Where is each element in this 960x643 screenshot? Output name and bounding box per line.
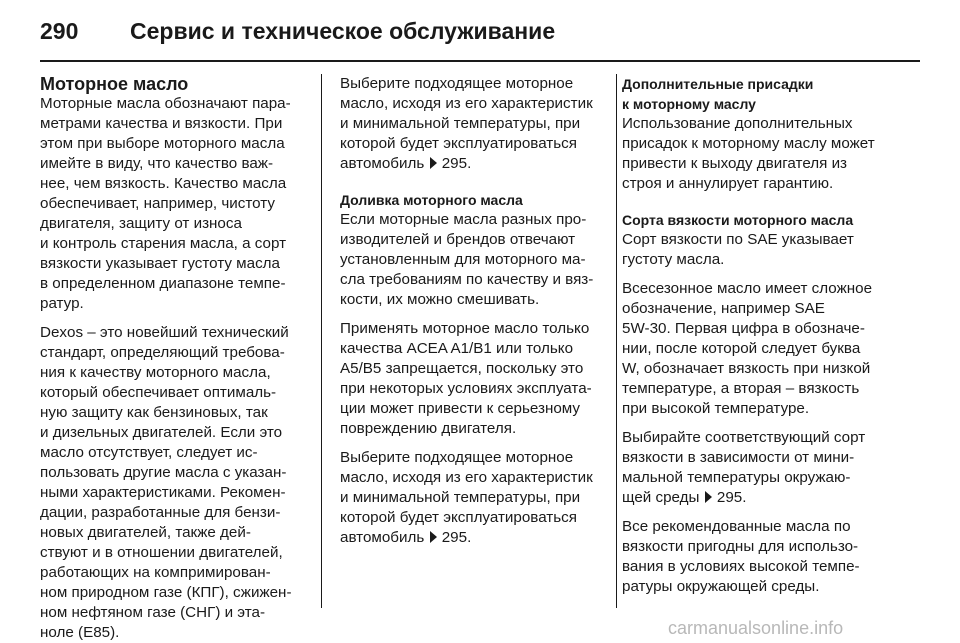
- paragraph-oil-quality: [40, 94, 312, 314]
- text-line: 5W-30. Первая цифра в обозначе-: [622, 320, 865, 337]
- text-line: изводителей и брендов отвечают: [340, 231, 576, 248]
- text-line: кости, их можно смешивать.: [340, 291, 540, 308]
- text-line: Dexos – это новейший технический: [40, 324, 289, 341]
- text-line: A5/B5 запрещается, поскольку это: [340, 360, 584, 377]
- text-line: ноле (E85).: [40, 624, 120, 641]
- watermark: carmanualsonline.info: [668, 618, 844, 638]
- text-line: ратур.: [40, 295, 84, 312]
- text-line: обеспечивает, например, чистоту: [40, 195, 275, 212]
- text-line: строя и аннулирует гарантию.: [622, 175, 834, 192]
- text-line: и минимальной температуры, при: [340, 115, 581, 132]
- text-line: мальной температуры окружаю-: [622, 469, 851, 486]
- page-ref-arrow-icon: [430, 531, 437, 543]
- section-title: Сервис и техническое обслуживание: [130, 18, 556, 44]
- header-rule: [40, 60, 920, 62]
- paragraph-multigrade: [622, 279, 906, 419]
- heading-engine-oil: Моторное масло: [40, 74, 189, 94]
- text-line: ными характеристиками. Рекомен-: [40, 484, 286, 501]
- text-line: и дизельных двигателей. Если это: [40, 424, 283, 441]
- text-line: вязкости в зависимости от мини-: [622, 449, 855, 466]
- page-ref-link[interactable]: 295.: [441, 155, 472, 172]
- heading-additives-line-1: Дополнительные присадки: [622, 76, 814, 92]
- page-ref-link[interactable]: 295.: [716, 489, 747, 506]
- page-ref-arrow-icon: [705, 491, 712, 503]
- text-line: Моторные масла обозначают пара-: [40, 95, 291, 112]
- column-divider-2: [616, 74, 617, 608]
- text-line: ствуют и в отношении двигателей,: [40, 544, 283, 561]
- text-line: ния к качеству моторного масла,: [40, 364, 271, 381]
- text-line: которой будет эксплуатироваться: [340, 135, 577, 152]
- heading-additives: [622, 74, 906, 114]
- text-line: дации, разработанные для бензи-: [40, 504, 281, 521]
- text-line: привести к выходу двигателя из: [622, 155, 848, 172]
- text-line: ции может привести к серьезному: [340, 400, 581, 417]
- text-line: качества ACEA A1/B1 или только: [340, 340, 574, 357]
- text-line: при высокой температуре.: [622, 400, 810, 417]
- text-line: работающих на компримирован-: [40, 564, 271, 581]
- column-divider-1: [321, 74, 322, 608]
- text-line: пользовать другие масла с указан-: [40, 464, 287, 481]
- paragraph-acea: [340, 319, 604, 439]
- text-line: в определенном диапазоне темпе-: [40, 275, 286, 292]
- text-line: вязкости пригодны для использо-: [622, 538, 859, 555]
- text-vehicle: автомобиль: [340, 529, 425, 546]
- text-line: который обеспечивает оптималь-: [40, 384, 277, 401]
- text-line: масло, исходя из его характеристик: [340, 95, 593, 112]
- column-3: [622, 74, 906, 597]
- paragraph-sae: [622, 230, 906, 270]
- text-line: сла требованиям по качеству и вяз-: [340, 271, 594, 288]
- text-line: Выбирайте соответствующий сорт: [622, 429, 866, 446]
- paragraph-choose-oil-2: [340, 448, 604, 548]
- text-line: Если моторные масла разных про-: [340, 211, 587, 228]
- text-line: стандарт, определяющий требова-: [40, 344, 285, 361]
- paragraph-choose-grade: [622, 428, 906, 508]
- column-2: [340, 74, 604, 548]
- text-line: ном нефтяном газе (СНГ) и эта-: [40, 604, 266, 621]
- text-line: температуре, а вторая – вязкость: [622, 380, 860, 397]
- column-1: [40, 74, 312, 643]
- text-line: присадок к моторному маслу может: [622, 135, 875, 152]
- text-line: нее, чем вязкость. Качество масла: [40, 175, 287, 192]
- page-ref-link[interactable]: 295.: [441, 529, 472, 546]
- text-environment: щей среды: [622, 489, 700, 506]
- paragraph-additives: [622, 114, 906, 194]
- text-line: Все рекомендованные масла по: [622, 518, 851, 535]
- text-line: установленным для моторного ма-: [340, 251, 586, 268]
- text-line: вязкости указывает густоту масла: [40, 255, 280, 272]
- text-line: W, обозначает вязкость при низкой: [622, 360, 871, 377]
- paragraph-dexos: [40, 323, 312, 643]
- text-line: Сорт вязкости по SAE указывает: [622, 231, 854, 248]
- page-header: [40, 18, 920, 46]
- text-line: вания в условиях высокой темпе-: [622, 558, 860, 575]
- text-line: повреждению двигателя.: [340, 420, 517, 437]
- text-line: которой будет эксплуатироваться: [340, 509, 577, 526]
- text-line: обозначение, например SAE: [622, 300, 825, 317]
- text-line: и минимальной температуры, при: [340, 489, 581, 506]
- paragraph-choose-oil-1: [340, 74, 604, 174]
- page-number: 290: [40, 18, 79, 44]
- text-vehicle: автомобиль: [340, 155, 425, 172]
- page-ref-arrow-icon: [430, 157, 437, 169]
- heading-additives-line-2: к моторному маслу: [622, 96, 756, 112]
- paragraph-mixing-oils: [340, 210, 604, 310]
- text-line: Выберите подходящее моторное: [340, 449, 574, 466]
- text-line: Выберите подходящее моторное: [340, 75, 574, 92]
- text-line: новых двигателей, также дей-: [40, 524, 251, 541]
- text-line: Всесезонное масло имеет сложное: [622, 280, 873, 297]
- text-line: метрами качества и вязкости. При: [40, 115, 283, 132]
- text-line: ную защиту как бензиновых, так: [40, 404, 268, 421]
- text-line: Применять моторное масло только: [340, 320, 590, 337]
- text-line: при некоторых условиях эксплуата-: [340, 380, 592, 397]
- text-line: имейте в виду, что качество важ-: [40, 155, 274, 172]
- text-line: и контроль старения масла, а сорт: [40, 235, 287, 252]
- heading-topping-up: Доливка моторного масла: [340, 192, 523, 208]
- paragraph-recommended-oils: [622, 517, 906, 597]
- text-line: нии, после которой следует буква: [622, 340, 861, 357]
- text-line: двигателя, защиту от износа: [40, 215, 242, 232]
- text-line: ном природном газе (КПГ), сжижен-: [40, 584, 292, 601]
- text-line: масло отсутствует, следует ис-: [40, 444, 258, 461]
- text-line: этом при выборе моторного масла: [40, 135, 285, 152]
- text-line: масло, исходя из его характеристик: [340, 469, 593, 486]
- heading-viscosity-grades: Сорта вязкости моторного масла: [622, 212, 854, 228]
- text-line: ратуры окружающей среды.: [622, 578, 820, 595]
- text-line: густоту масла.: [622, 251, 725, 268]
- text-line: Использование дополнительных: [622, 115, 853, 132]
